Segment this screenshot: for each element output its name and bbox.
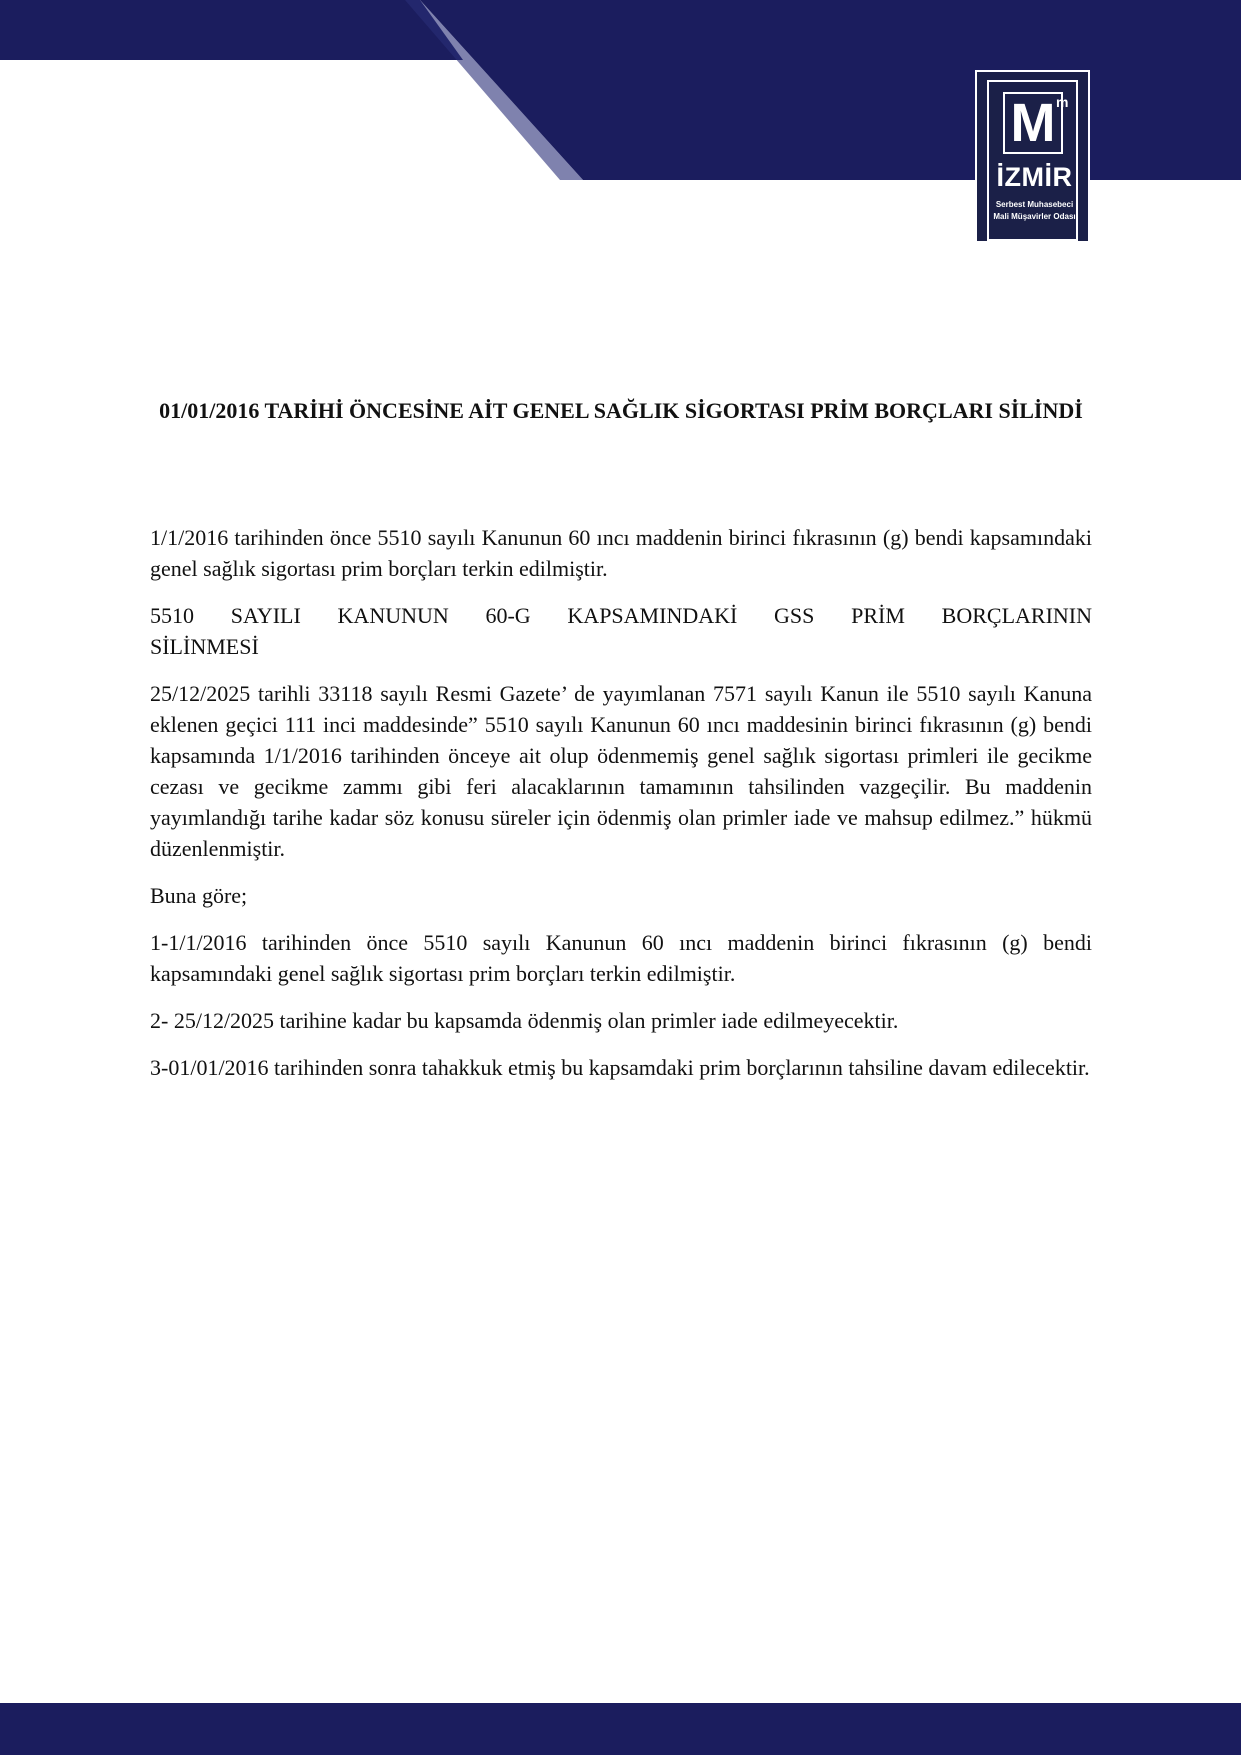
logo-subtitle-line2: Mali Müşavirler Odası <box>993 212 1076 221</box>
logo-subtitle-line1: Serbest Muhasebeci <box>995 200 1074 209</box>
logo-mark: M <box>1003 92 1063 154</box>
logo-mark-superscript: m <box>1056 94 1069 110</box>
section-heading-line2: SİLİNMESİ <box>150 634 259 659</box>
section-heading <box>150 600 1092 662</box>
list-item: 3-01/01/2016 tarihinden sonra tahakkuk etmiş bu kapsamdaki prim borçlarının tahsiline davam edilecektir. <box>150 1055 1090 1080</box>
body-paragraph: 25/12/2025 tarihli 33118 sayılı Resmi Gazete’ de yayımlanan 7571 sayılı Kanun ile 5510 sayılı Kanuna eklenen geçici 111 inci maddesinde” 5510 sayılı Kanunun 60 ıncı maddesinin birinci fıkrasının (g) bendi kapsamında 1/1/2016 tarihinden önceye ait olup ödenmemiş genel sağlık sigortası primleri ile gecikme cezası ve gecikme zammı gibi feri alacaklarının tamamının tahsilinden vazgeçilir. Bu maddenin yayımlandığı tarihe kadar söz konusu süreler için ödenmiş olan primler iade ve mahsup edilmez.” hükmü düzenlenmiştir. <box>150 681 1092 861</box>
footer-band <box>0 1703 1241 1755</box>
document-body <box>150 522 1092 1099</box>
document-title: 01/01/2016 TARİHİ ÖNCESİNE AİT GENEL SAĞLIK SİGORTASI PRİM BORÇLARI SİLİNDİ <box>159 398 1083 423</box>
logo-frame <box>987 80 1078 241</box>
chamber-logo <box>975 70 1090 243</box>
list-item: 2- 25/12/2025 tarihine kadar bu kapsamda ödenmiş olan primler iade edilmeyecektir. <box>150 1008 899 1033</box>
section-heading-line1: 5510 SAYILI KANUNUN 60-G KAPSAMINDAKİ GSS PRİM BORÇLARININ <box>150 603 1092 628</box>
intro-paragraph: 1/1/2016 tarihinden önce 5510 sayılı Kanunun 60 ıncı maddenin birinci fıkrasının (g) bendi kapsamındaki genel sağlık sigortası prim borçları terkin edilmiştir. <box>150 525 1092 581</box>
logo-city: İZMİR <box>996 162 1073 192</box>
list-item: 1-1/1/2016 tarihinden önce 5510 sayılı Kanunun 60 ıncı maddenin birinci fıkrasının (g) bendi kapsamındaki genel sağlık sigortası prim borçları terkin edilmiştir. <box>150 930 1092 986</box>
lead-paragraph: Buna göre; <box>150 883 248 908</box>
header-band-left <box>0 0 463 60</box>
